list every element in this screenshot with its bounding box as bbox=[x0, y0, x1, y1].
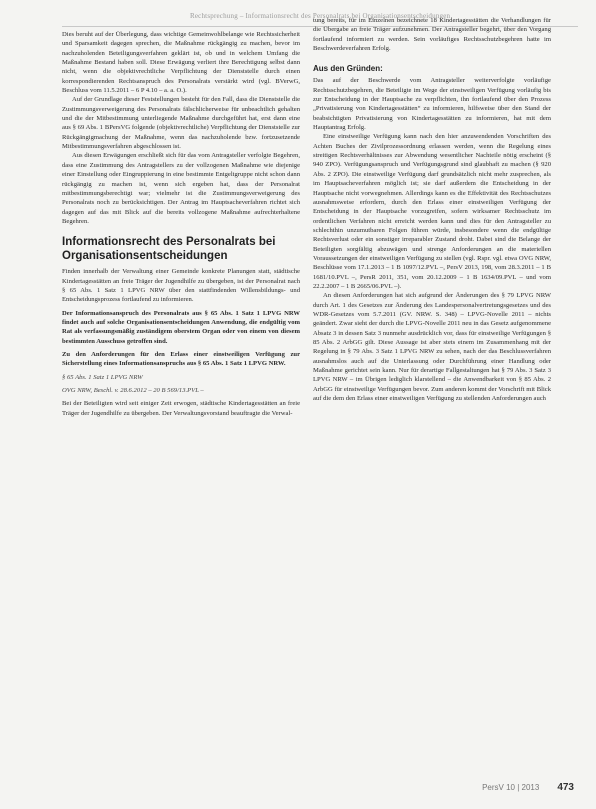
section-title-informationsrecht: Informationsrecht des Personalrats bei Organisationsentscheidungen bbox=[62, 236, 276, 263]
headnote-1: Der Informationsanspruch des Personalrats aus § 65 Abs. 1 Satz 1 LPVG NRW findet auch auf solche Organisationsentscheidungen Anwendung, die endgültig vom Rat als verfassungsmäßig zuständigem oberstem Organ oder von einem von diesem bestimmten Ausschuss getroffen sind. bbox=[62, 309, 300, 345]
running-head: Rechtsprechung – Informationsrecht des Personalrats bei Organisationsentscheidungen bbox=[190, 12, 451, 20]
intro-paragraph: Finden innerhalb der Verwaltung einer Gemeinde konkrete Planungen statt, städtische Kindertagesstätten an freie Träger der Jugendhilfe zu übergeben, ist der Personalrat nach § 65 Abs. 1 Satz 1 LPVG NRW über den stattfindenden Willensbildungs- und Entscheidungsprozess fortlaufend zu informieren. bbox=[62, 268, 300, 304]
right-paragraph-1: tung bereits, für im Einzelnen bezeichnete 18 Kindertagesstätten die Verhandlungen für die Übergabe an freie Träger aufzunehmen. Der Antragsteller begehrt, über den Vorgang fortlaufend informiert zu werden. Sein vorläufiges Rechtsschutzbegehren hatte im Beschwerdeverfahren Erfolg. bbox=[313, 17, 551, 53]
page-footer bbox=[482, 777, 574, 795]
left-paragraph-3: Aus diesen Erwägungen erschließt sich für das vom Antragsteller verfolgte Begehren, dass eine Zustimmung des Antragstellers zu der vollzogenen Maßnahme wie diejenige einer Einstellung oder Eingruppierung in eine bestimmte Entgeltgruppe nicht schon dann rückgängig zu machen ist, wenn sich ergeben hat, dass der Personalrat mitbestimmungsberechtigt war; vielmehr ist die Zustimmungsverweigerung des Personalrats noch zu berücksichtigen. Der Antrag im Hauptsacheverfahren richtet sich dagegen auf das mit Blick auf die bereits vollzogene Maßnahme aufrechterhaltene Begehren. bbox=[62, 152, 300, 225]
issue-label: PersV 10 | 2013 bbox=[482, 783, 540, 792]
left-paragraph-2: Auf der Grundlage dieser Feststellungen besteht für den Fall, dass die Dienststelle die Zustimmungsverweigerung des Personalrats fälschlicherweise für unbeachtlich gehalten und die der Mitbestimmung unterliegende Maßnahme durchgeführt hat, erst dann eine aus § 69 Abs. 1 BPersVG folgende (objektivrechtliche) Verpflichtung der Dienststelle zur Rückgängigmachung der Maßnahme, wenn das nachzuholende bzw. fortzusetzende Mitbestimmungsverfahren abgeschlossen ist. bbox=[62, 96, 300, 151]
page-number: 473 bbox=[557, 782, 574, 793]
norm-citation: § 65 Abs. 1 Satz 1 LPVG NRW bbox=[62, 373, 143, 381]
right-paragraph-2: Das auf der Beschwerde vom Antragsteller weiterverfolgte vorläufige Rechtsschutzbegehren, die Beteiligte im Wege der einstweiligen Verfügung vorläufig bis zur Entscheidung in der Hauptsache zu verpflichten, ihn fortlaufend über den Prozess „Privatisierung von Kindertagesstätten“ zu informieren, hilfsweise über den Stand der beabsichtigten Privatisierung von Kindertagesstätten zu informieren, hat mit dem Hauptantrag Erfolg. bbox=[313, 77, 551, 132]
right-paragraph-3: Eine einstweilige Verfügung kann nach den hier anzuwendenden Vorschriften des Achten Buches der Zivilprozessordnung erlassen werden, wenn die Regelung eines streitigen Rechtsverhältnisses zur Abwendung wesentlicher Nachteile nötig erscheint (§ 940 ZPO). Verfügungsanspruch und Verfügungsgrund sind glaubhaft zu machen (§ 920 Abs. 2 ZPO). Die einstweilige Verfügung darf grundsätzlich nicht mehr zusprechen, als im Hauptsacheverfahren möglich ist; sie darf außerdem die Entscheidung in der Hauptsache nicht vorwegnehmen. Allerdings kann es die Effektivität des Rechtsschutzes ausnahmsweise erfordern, durch den Erlass einer einstweiligen Verfügung der Entscheidung in der Hauptsache vorzugreifen, sofern wirksamer Rechtsschutz im ordentlichen Verfahren nicht erreicht werden kann und dies für den Antragsteller zu schlechthin unzumutbaren Folgen führen würde, insbesondere wenn die endgültige Rechtsverlust oder ein sonstiger irreparabler Zustand droht. Dabei sind die Belange der Beteiligten sorgfältig abzuwägen und strenge Anforderungen an die materiellen Voraussetzungen der einstweiligen Verfügung zu stellen (vgl. Rspr. vgl. etwa OVG NRW, Beschlüsse vom 17.1.2013 – 1 B 1097/12.PVL –, PersV 2013, 198, vom 28.3.2011 – 1 B 1681/10.PVL –, PersR 2011, 351, vom 20.12.2009 – 1 B 1634/09.PVL – und vom 22.2.2007 – 1 B 2665/06.PVL –). bbox=[313, 133, 551, 290]
court-citation: OVG NRW, Beschl. v. 28.6.2012 – 20 B 569/13.PVL – bbox=[62, 387, 204, 394]
right-paragraph-4: An diesen Anforderungen hat sich aufgrund der Änderungen des § 79 LPVG NRW durch Art. 1 des Gesetzes zur Änderung des Landespersonalvertretungsgesetzes und des WDR-Gesetzes vom 5.7.2011 (GV. NRW. S. 348) – LPVG-Novelle 2011 – nichts geändert. Zwar sieht der durch die LPVG-Novelle 2011 neu in das Gesetz aufgenommene Absatz 3 in dessen Satz 3 nunmehr ausdrücklich vor, dass für einstweilige Verfügungen § 85 Abs. 2 ArbGG gilt. Diese Aussage ist aber stets einem im Zusammenhang mit der Regelung in § 79 Abs. 3 Satz 1 LPVG NRW zu sehen, nach der das Beschlussverfahren ausnahmslos auch auf die Unterlassung oder Durchführung einer Handlung oder Maßnahme gerichtet sein kann. Nur für derartige Fallgestaltungen hat § 79 Abs. 3 Satz 3 LPVG NRW – im Übrigen lediglich klarstellend – die Anwendbarkeit von § 85 Abs. 2 ArbGG für einstweilige Verfügungen bevor. Zum anderen kommt der Vorschrift mit Blick auf die dem den Erlass einer einstweiligen Verfügung zu stellenden Anforderungen auch bbox=[313, 292, 551, 403]
left-paragraph-1: Dies beruht auf der Überlegung, dass wichtige Gemeinwohlbelange wie Rechtssicherheit und Sparsamkeit dagegen sprechen, die Maßnahme rückgängig zu machen, bevor im nachzuholenden Beteiligungsverfahren geklärt ist, ob und in welchem Umfang die Maßnahme Bestand haben soll. Diese Erwägung verliert ihre Berechtigung selbst dann nicht, wenn die objektivrechtliche Verpflichtung der Dienststelle durch einen korrespondierenden Rechtsanspruch des Personalrats verstärkt wird (vgl. BVerwG, Beschluss vom 11.5.2011 – 6 P 4.10 – a. a. O.). bbox=[62, 31, 300, 95]
headnote-2: Zu den Anforderungen für den Erlass einer einstweiligen Verfügung zur Sicherstellung eines Informationsanspruchs aus § 65 Abs. 1 Satz 1 LPVG NRW. bbox=[62, 350, 300, 368]
right-column bbox=[313, 16, 551, 403]
section-title-gruende: Aus den Gründen: bbox=[313, 64, 383, 74]
left-column bbox=[62, 30, 300, 418]
left-paragraph-4: Bei der Beteiligten wird seit einiger Zeit erwogen, städtische Kindertagesstätten an freie Träger der Jugendhilfe zu übergeben. Der Verwaltungsvorstand beauftragte die Verwal- bbox=[62, 400, 300, 417]
